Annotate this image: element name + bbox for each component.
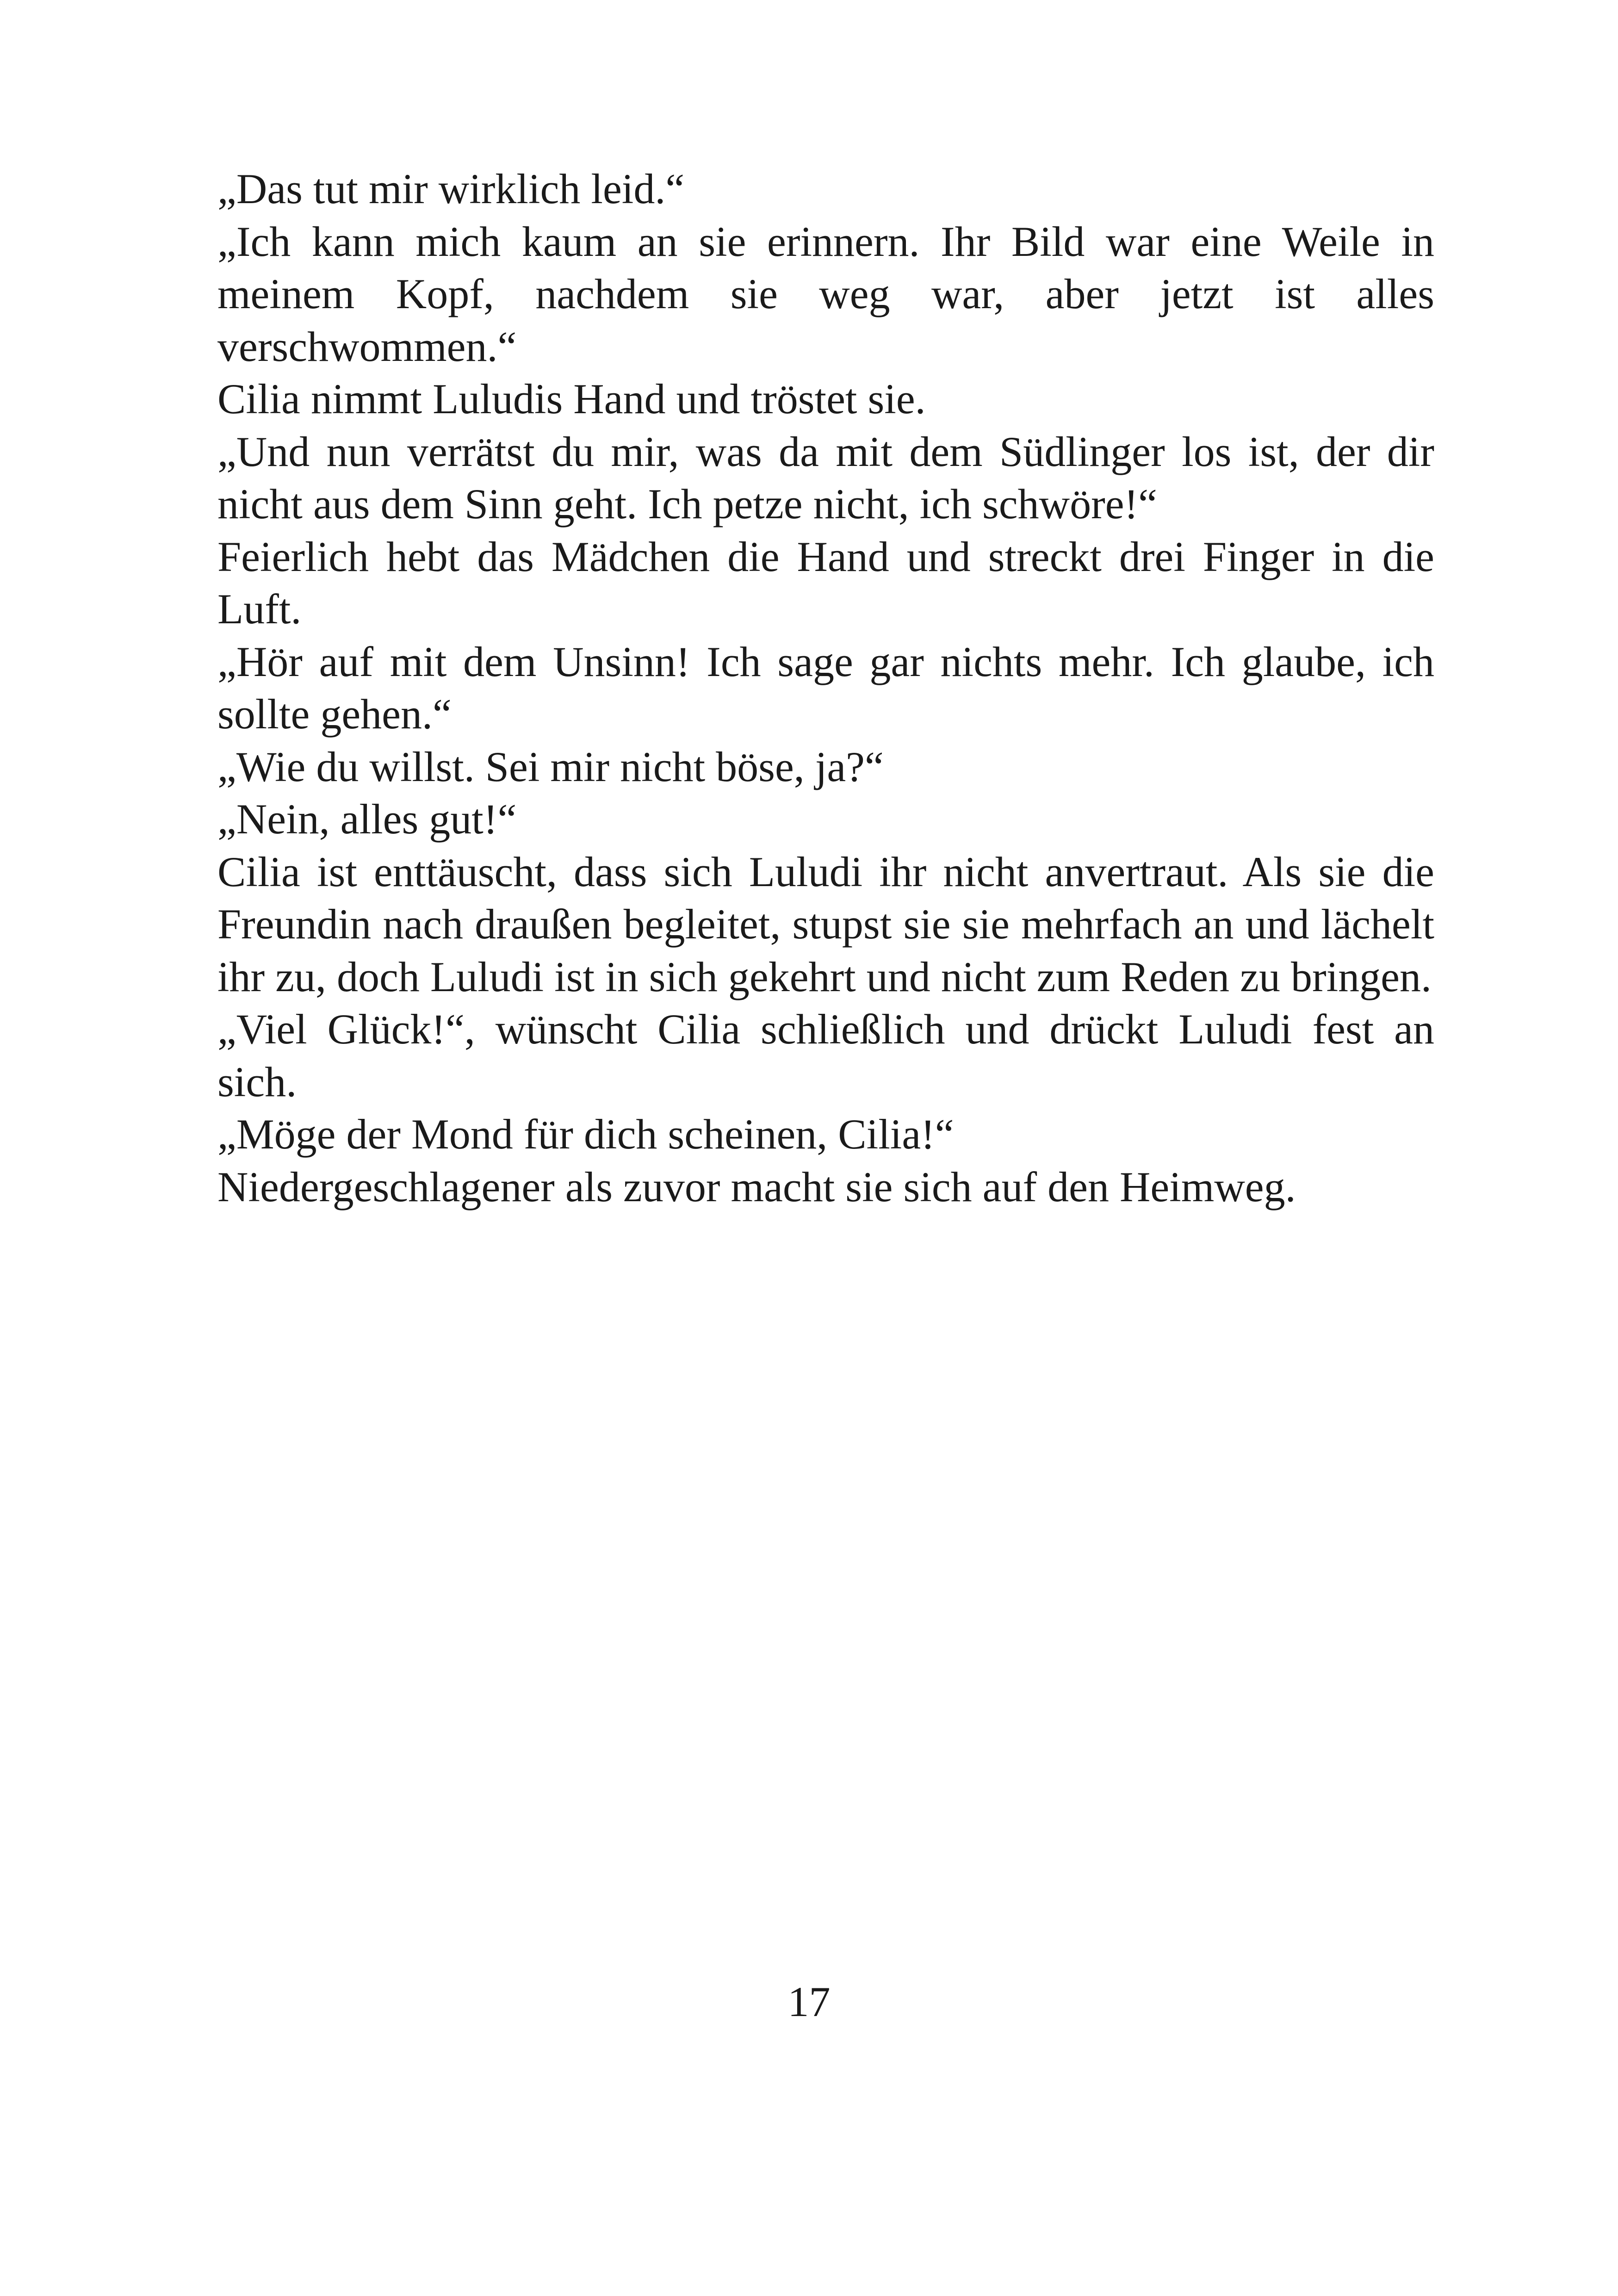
- paragraph: „Wie du willst. Sei mir nicht böse, ja?“: [217, 743, 884, 790]
- paragraph: „Das tut mir wirklich leid.“: [217, 165, 685, 212]
- paragraph: Feierlich hebt das Mädchen die Hand und streckt drei Finger in die Luft.: [217, 533, 1434, 633]
- paragraph: „Nein, alles gut!“: [217, 795, 517, 843]
- paragraph: Cilia nimmt Luludis Hand und tröstet sie.: [217, 375, 926, 422]
- paragraph: „Möge der Mond für dich scheinen, Cilia!“: [217, 1111, 954, 1158]
- paragraph: „Ich kann mich kaum an sie erinnern. Ihr Bild war eine Weile in meinem Kopf, nachdem sie weg war, aber jetzt ist alles verschwommen.“: [217, 217, 1434, 370]
- paragraph: „Hör auf mit dem Unsinn! Ich sage gar nichts mehr. Ich glaube, ich sollte gehen.“: [217, 638, 1434, 738]
- body-text: [217, 163, 1434, 1213]
- paragraph: „Viel Glück!“, wünscht Cilia schließlich und drückt Luludi fest an sich.: [217, 1005, 1434, 1105]
- paragraph: Niedergeschlagener als zuvor macht sie sich auf den Heimweg.: [217, 1163, 1296, 1210]
- page-number: 17: [787, 1978, 831, 2025]
- paragraph: „Und nun verrätst du mir, was da mit dem Südlinger los ist, der dir nicht aus dem Sinn geht. Ich petze nicht, ich schwöre!“: [217, 428, 1434, 527]
- paragraph: Cilia ist enttäuscht, dass sich Luludi ihr nicht anvertraut. Als sie die Freundin nach draußen begleitet, stupst sie sie mehrfach an und lächelt ihr zu, doch Luludi ist in sich gekehrt und nicht zum Reden zu bringen.: [217, 848, 1434, 1000]
